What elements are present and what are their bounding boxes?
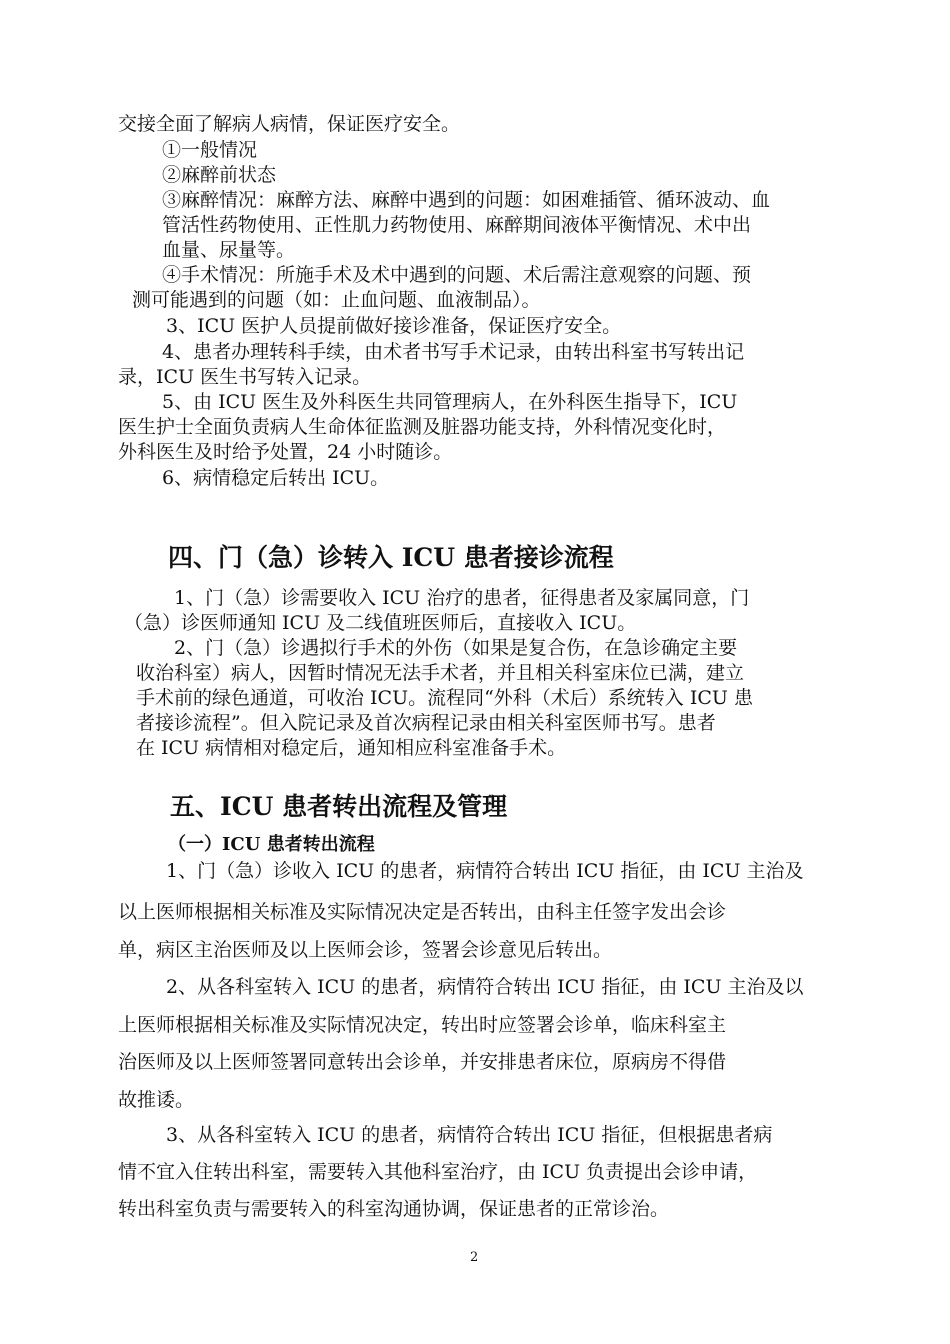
paragraph-line: 管活性药物使用、正性肌力药物使用、麻醉期间液体平衡情况、术中出 bbox=[162, 214, 752, 236]
paragraph-line: 单，病区主治医师及以上医师会诊，签署会诊意见后转出。 bbox=[118, 939, 613, 961]
paragraph-line: 2、门（急）诊遇拟行手术的外伤（如果是复合伤，在急诊确定主要 bbox=[174, 637, 738, 659]
page-number: 2 bbox=[470, 1250, 479, 1265]
paragraph-line: 1、门（急）诊收入 ICU 的患者，病情符合转出 ICU 指征，由 ICU 主治及 bbox=[166, 860, 804, 882]
paragraph-line: 交接全面了解病人病情，保证医疗安全。 bbox=[118, 113, 461, 135]
paragraph-line: 6、病情稳定后转出 ICU。 bbox=[162, 467, 390, 489]
paragraph-line: 情不宜入住转出科室，需要转入其他科室治疗，由 ICU 负责提出会诊申请， bbox=[118, 1161, 758, 1183]
paragraph-line: 者接诊流程”。但入院记录及首次病程记录由相关科室医师书写。患者 bbox=[136, 712, 716, 734]
paragraph-line: 转出科室负责与需要转入的科室沟通协调，保证患者的正常诊治。 bbox=[118, 1198, 670, 1220]
paragraph-line: 录，ICU 医生书写转入记录。 bbox=[118, 366, 372, 388]
paragraph-line: 血量、尿量等。 bbox=[162, 239, 296, 261]
paragraph-line: （急）诊医师通知 ICU 及二线值班医师后，直接收入 ICU。 bbox=[124, 612, 637, 634]
paragraph-line: 测可能遇到的问题（如：止血问题、血液制品）。 bbox=[132, 289, 541, 311]
list-item: ③麻醉情况：麻醉方法、麻醉中遇到的问题：如困难插管、循环波动、血 bbox=[162, 189, 771, 211]
paragraph-line: 手术前的绿色通道，可收治 ICU。流程同“外科（术后）系统转入 ICU 患 bbox=[136, 687, 753, 709]
paragraph-line: 医生护士全面负责病人生命体征监测及脏器功能支持，外科情况变化时， bbox=[118, 416, 727, 438]
section-heading: 五、ICU 患者转出流程及管理 bbox=[170, 792, 508, 821]
paragraph-line: 以上医师根据相关标准及实际情况决定是否转出，由科主任签字发出会诊 bbox=[118, 901, 727, 923]
paragraph-line: 1、门（急）诊需要收入 ICU 治疗的患者，征得患者及家属同意，门 bbox=[174, 587, 750, 609]
paragraph-line: 4、患者办理转科手续，由术者书写手术记录，由转出科室书写转出记 bbox=[162, 341, 745, 363]
list-item: ②麻醉前状态 bbox=[162, 164, 277, 186]
list-item: ①一般情况 bbox=[162, 139, 258, 161]
paragraph-line: 3、ICU 医护人员提前做好接诊准备，保证医疗安全。 bbox=[166, 315, 622, 337]
paragraph-line: 故推诿。 bbox=[118, 1089, 195, 1111]
paragraph-line: 3、从各科室转入 ICU 的患者，病情符合转出 ICU 指征，但根据患者病 bbox=[166, 1124, 773, 1146]
paragraph-line: 收治科室）病人，因暂时情况无法手术者，并且相关科室床位已满，建立 bbox=[136, 662, 745, 684]
section-heading: 四、门（急）诊转入 ICU 患者接诊流程 bbox=[168, 543, 614, 572]
paragraph-line: 上医师根据相关标准及实际情况决定，转出时应签署会诊单，临床科室主 bbox=[118, 1014, 727, 1036]
paragraph-line: 2、从各科室转入 ICU 的患者，病情符合转出 ICU 指征，由 ICU 主治及以 bbox=[166, 976, 804, 998]
subsection-heading: （一）ICU 患者转出流程 bbox=[168, 834, 375, 855]
paragraph-line: 5、由 ICU 医生及外科医生共同管理病人，在外科医生指导下，ICU bbox=[162, 391, 738, 413]
paragraph-line: 在 ICU 病情相对稳定后，通知相应科室准备手术。 bbox=[136, 737, 567, 759]
paragraph-line: 外科医生及时给予处置，24 小时随诊。 bbox=[118, 441, 453, 463]
list-item: ④手术情况：所施手术及术中遇到的问题、术后需注意观察的问题、预 bbox=[162, 264, 752, 286]
paragraph-line: 治医师及以上医师签署同意转出会诊单，并安排患者床位，原病房不得借 bbox=[118, 1051, 727, 1073]
